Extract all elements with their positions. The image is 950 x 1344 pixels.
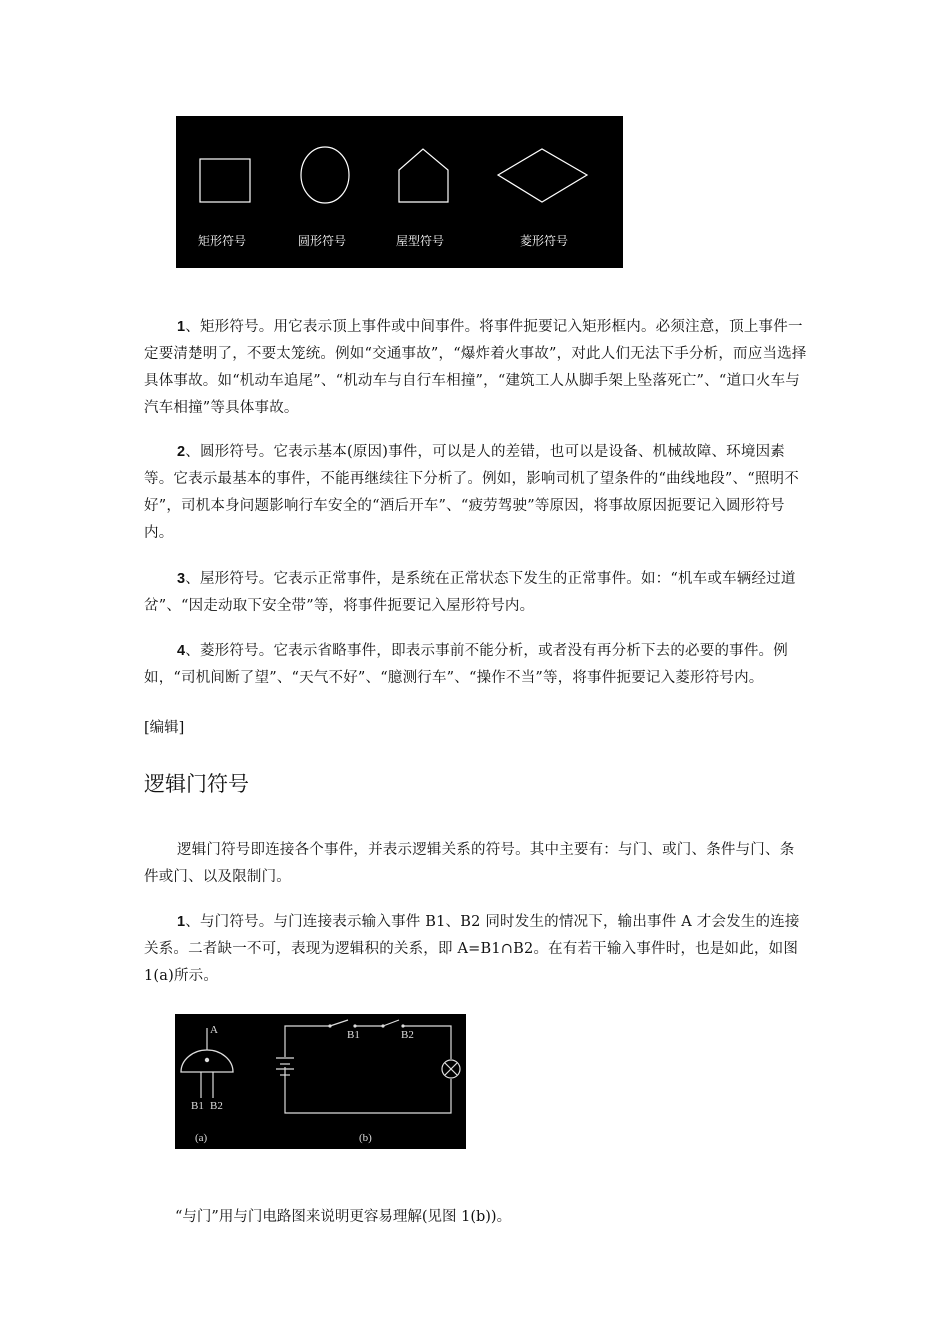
diamond-symbol [498, 149, 587, 202]
circuit-wire [285, 1026, 451, 1113]
gate-input-b1-label: B1 [191, 1100, 204, 1112]
circle-label: 圆形符号 [298, 234, 347, 248]
paragraph-diamond: 4、菱形符号。它表示省略事件，即表示事前不能分析，或者没有再分析下去的必要的事件。例如，“司机间断了望”、“天气不好”、“臆测行车”、“操作不当”等，将事件扼要记入菱形符号内。 [144, 643, 788, 686]
diamond-label: 菱形符号 [520, 234, 569, 248]
switch-b2 [383, 1020, 399, 1026]
paragraph-house: 3、屋形符号。它表示正常事件，是系统在正常状态下发生的正常事件。如：“机车或车辆经过道岔”、“因走动取下安全带”等，将事件扼要记入屋形符号内。 [144, 571, 796, 614]
caption-a: (a) [195, 1132, 208, 1144]
rectangle-label: 矩形符号 [198, 234, 247, 248]
circuit-b2-label: B2 [401, 1029, 414, 1041]
figure-caption: “与门”用与门电路图来说明更容易理解(见图 1(b))。 [175, 1209, 512, 1225]
symbols-figure [176, 116, 623, 268]
and-gate-figure [175, 1014, 466, 1149]
section-heading: 逻辑门符号 [144, 772, 249, 796]
paragraph-logic-intro: 逻辑门符号即连接各个事件，并表示逻辑关系的符号。其中主要有：与门、或门、条件与门、条件或门、以及限制门。 [144, 842, 795, 885]
circle-symbol [301, 147, 349, 203]
switch-b1 [330, 1020, 348, 1026]
house-label: 屋型符号 [396, 234, 445, 248]
caption-b: (b) [359, 1132, 372, 1144]
paragraph-rectangle: 1、矩形符号。用它表示顶上事件或中间事件。将事件扼要记入矩形框内。必须注意，顶上事件一定要清楚明了，不要太笼统。例如“交通事故”，“爆炸着火事故”，对此人们无法下手分析，而应当选择具体事故。如“机动车追尾”、“机动车与自行车相撞”，“建筑工人从脚手架上坠落死亡”、“道口火车与汽车相撞”等具体事故。 [144, 319, 807, 416]
rectangle-symbol [200, 159, 250, 202]
paragraph-circle: 2、圆形符号。它表示基本(原因)事件，可以是人的差错，也可以是设备、机械故障、环境因素等。它表示最基本的事件，不能再继续往下分析了。例如，影响司机了望条件的“曲线地段”、“照明不好”，司机本身问题影响行车安全的“酒后开车”、“疲劳驾驶”等原因，将事故原因扼要记入圆形符号内。 [144, 444, 799, 541]
circuit-b1-label: B1 [347, 1029, 360, 1041]
house-symbol [399, 149, 448, 202]
edit-link[interactable]: [编辑] [144, 720, 185, 736]
gate-output-label: A [210, 1024, 218, 1036]
and-gate-drawing [175, 1014, 466, 1149]
paragraph-and-gate: 1、与门符号。与门连接表示输入事件 B1、B2 同时发生的情况下，输出事件 A 才会发生的连接关系。二者缺一不可，表现为逻辑积的关系，即 A=B1∩B2。在有若干输入事件时，也是如此，如图 1(a)所示。 [144, 914, 800, 984]
gate-input-b2-label: B2 [210, 1100, 223, 1112]
